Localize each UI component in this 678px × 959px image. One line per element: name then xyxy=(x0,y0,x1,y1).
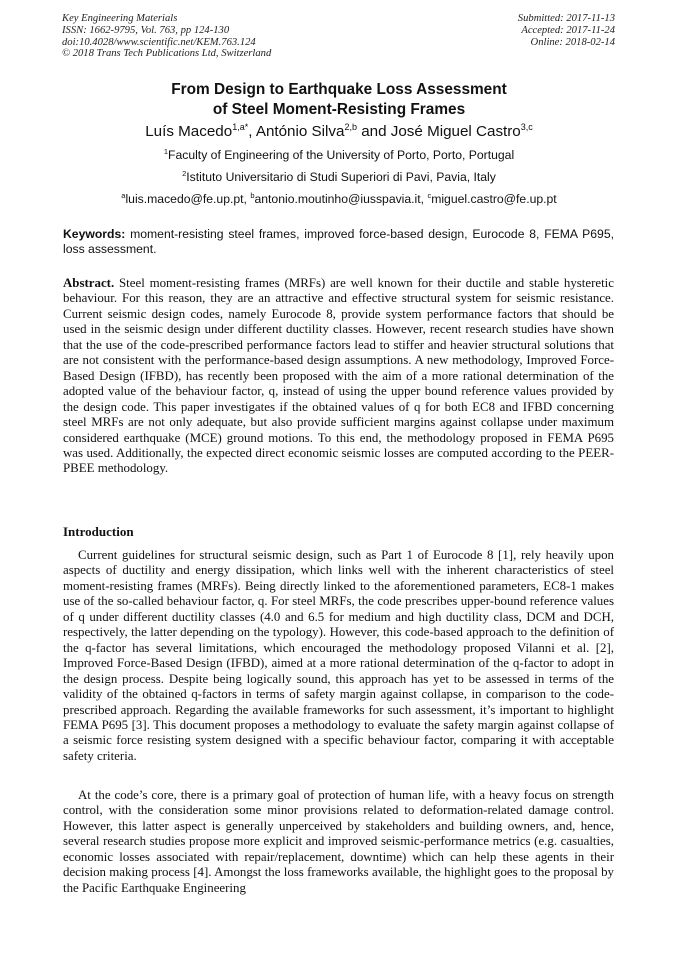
online-date: Online: 2018-02-14 xyxy=(530,36,615,48)
author-list xyxy=(0,122,678,142)
journal-doi: doi:10.4028/www.scientific.net/KEM.763.124 xyxy=(62,36,256,48)
keywords xyxy=(63,227,614,257)
abstract xyxy=(63,276,614,477)
author-affiliation-marker: 2,b xyxy=(344,122,357,132)
email-marker: b xyxy=(250,191,255,200)
paper-title xyxy=(0,80,678,119)
title-line-1: From Design to Earthquake Loss Assessment xyxy=(171,81,507,98)
author-separator: and xyxy=(356,123,391,140)
journal-issn: ISSN: 1662-9795, Vol. 763, pp 124-130 xyxy=(62,24,230,36)
abstract-label: Abstract. xyxy=(63,276,115,290)
author-separator: , xyxy=(248,123,256,140)
author-emails xyxy=(0,192,678,207)
keywords-label: Keywords: xyxy=(63,227,126,241)
accepted-date: Accepted: 2017-11-24 xyxy=(521,24,615,36)
email-link[interactable]: luis.macedo@fe.up.pt, xyxy=(125,192,251,206)
email-marker: a xyxy=(121,191,126,200)
author-name: Luís Macedo xyxy=(145,123,233,140)
introduction-paragraph-1: Current guidelines for structural seismic design, such as Part 1 of Eurocode 8 [1], rely heavily upon aspects of ductility and energy dissipation, which links well with the inherent characteristics of steel moment-resisting frames (MRFs). Being directly linked to the aforementioned parameters, EC8-1 makes use of the so-called behaviour factor, q. For steel MRFs, the code prescribes upper-bound reference values of q under different ductility classes (4.0 and 6.5 for medium and high ductility class, DCM and DCH, respectively, the latter depending on the typology). However, this code-based approach to the definition of the q-factor has several limitations, which encouraged the methodology proposed Vilanni et al. [2], Improved Force-Based Design (IFBD), aimed at a more rational determination of the q-factor to adopt in the design process. Despite being logically sound, this approach has yet to be assessed in terms of the validity of the obtained q-factors in terms of safety margin against collapse, in comparison to the code-prescribed approach. Regarding the available frameworks for such assessment, it’s important to highlight FEMA P695 [3]. This document proposes a methodology to evaluate the safety margin against collapse of a seismic force resisting system designed with a specific behaviour factor, comparing it with acceptable safety criteria. xyxy=(63,548,614,763)
title-line-2: of Steel Moment-Resisting Frames xyxy=(212,100,466,118)
affiliation-text: Istituto Universitario di Studi Superiori di Pavi, Pavia, Italy xyxy=(186,170,496,184)
introduction-paragraph-2: At the code’s core, there is a primary goal of protection of human life, with a heavy focus on strength control, with the consideration some minor provisions related to deformation-related damage control. However, this latter aspect is generally unperceived by stakeholders and building owners, and, hence, several research studies propose more explicit and improved seismic-performance metrics (e.g. casualties, economic losses associated with repair/replacement, downtime) which can help these agents in their decision making process [4]. Amongst the loss frameworks available, the highlight goes to the proposal by the Pacific Earthquake Engineering xyxy=(63,788,614,895)
email-link[interactable]: miguel.castro@fe.up.pt xyxy=(431,192,557,206)
submitted-date: Submitted: 2017-11-13 xyxy=(517,13,615,24)
keywords-text: moment-resisting steel frames, improved force-based design, Eurocode 8, FEMA P695, loss assessment. xyxy=(63,227,614,257)
author-affiliation-marker: 1,a* xyxy=(232,122,249,132)
author-name: José Miguel Castro xyxy=(390,123,521,140)
section-heading-introduction: Introduction xyxy=(63,524,134,539)
affiliation-text: Faculty of Engineering of the University of Porto, Porto, Portugal xyxy=(168,148,515,162)
affiliation-marker: 1 xyxy=(163,147,168,156)
email-link[interactable]: antonio.moutinho@iusspavia.it, xyxy=(254,192,428,206)
author-name: António Silva xyxy=(255,123,345,140)
affiliation-marker: 2 xyxy=(182,169,187,178)
email-marker: c xyxy=(427,191,432,200)
publication-dates xyxy=(518,13,615,48)
journal-copyright: © 2018 Trans Tech Publications Ltd, Switzerland xyxy=(62,48,272,60)
journal-name: Key Engineering Materials xyxy=(62,13,178,24)
affiliation-2 xyxy=(0,170,678,185)
author-affiliation-marker: 3,c xyxy=(520,122,533,132)
affiliation-1 xyxy=(0,148,678,163)
journal-info xyxy=(62,13,271,60)
abstract-text: Steel moment-resisting frames (MRFs) are well known for their ductile and stable hysteretic behaviour. For this reason, they are an attractive and effective structural system for seismic resistance. Current seismic design codes, namely Eurocode 8, provide system performance factors that should be used in the seismic design under different ductility classes. However, recent research studies have shown that the use of the code-prescribed performance factors lead to stiffer and heavier structural solutions that are not consistent with the performance-based design assumptions. A new methodology, Improved Force-Based Design (IFBD), has recently been proposed with the aim of a more rational determination of the adopted value of the behaviour factor, q, instead of using the upper bound reference values provided by the design code. This paper investigates if the obtained values of q for both EC8 and IFBD concerning steel MRFs are not only adequate, but also provide sufficient margins against collapse under maximum considered earthquake (MCE) ground motions. To this end, the methodology proposed in FEMA P695 was used. Additionally, the expected direct economic seismic losses are computed according to the PEER-PBEE methodology. xyxy=(63,276,614,476)
